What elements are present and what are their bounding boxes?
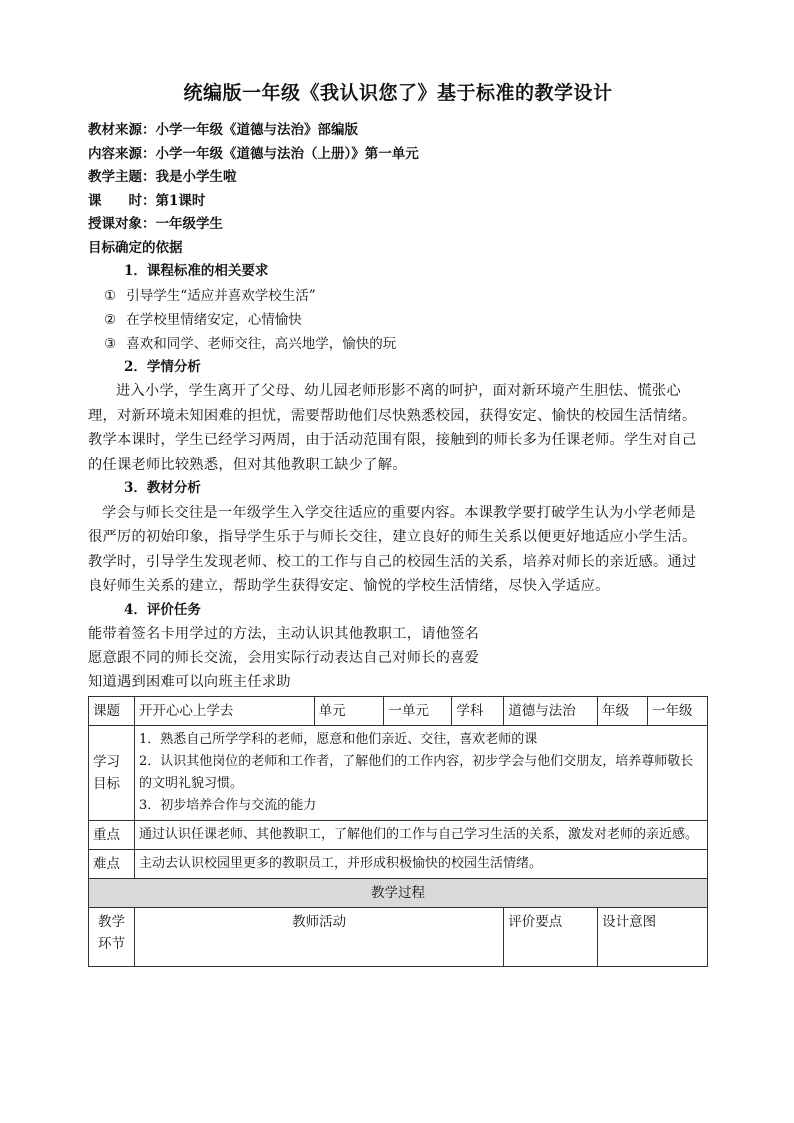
meta-theme: 教学主题：我是小学生啦 — [88, 169, 237, 185]
document-page — [88, 78, 708, 967]
lesson-table — [88, 696, 708, 967]
topic-label: 课题 — [89, 697, 135, 726]
section-2-heading: 2．学情分析 — [124, 358, 201, 375]
standard-item-1: ① 引导学生“适应并喜欢学校生活” — [104, 287, 316, 304]
grade-value: 一年级 — [648, 697, 708, 726]
goals-cell — [134, 726, 707, 821]
subject-value: 道德与法治 — [504, 697, 598, 726]
goal-item-2: 2．认识其他岗位的老师和工作者，了解他们的工作内容，初步学会与他们交朋友，培养尊师敬长的文明礼貌习惯。 — [138, 754, 694, 791]
process-col-teacher: 教师活动 — [134, 908, 503, 967]
table-row — [89, 821, 708, 850]
difficulty-text: 主动去认识校园里更多的教职员工，并形成积极愉快的校园生活情绪。 — [134, 850, 707, 879]
grade-label: 年级 — [598, 697, 648, 726]
meta-block — [88, 119, 708, 237]
basis-heading: 目标确定的依据 — [88, 239, 183, 256]
section-1-heading: 1．课程标准的相关要求 — [124, 263, 269, 279]
difficulty-label: 难点 — [89, 850, 135, 879]
section-4-heading: 4．评价任务 — [124, 601, 201, 618]
topic-value: 开开心心上学去 — [134, 697, 314, 726]
meta-source: 教材来源：小学一年级《道德与法治》部编版 — [88, 122, 358, 138]
table-row — [89, 850, 708, 879]
table-row — [89, 908, 708, 967]
unit-label: 单元 — [314, 697, 384, 726]
process-heading: 教学过程 — [89, 879, 708, 908]
learner-analysis-text: 进入小学，学生离开了父母、幼儿园老师形影不离的呵护，面对新环境产生胆怯、慌张心理，对新环境未知困难的担忧，需要帮助他们尽快熟悉校园，获得安定、愉快的校园生活情绪。教学本课时，学生已经学习两周，由于活动范围有限，接触到的师长多为任课老师。学生对自己的任课老师比较熟悉，但对其他教职工缺少了解。 — [88, 383, 697, 473]
subject-label: 学科 — [452, 697, 504, 726]
standard-item-2: ② 在学校里情绪安定，心情愉快 — [104, 311, 302, 328]
unit-value: 一单元 — [384, 697, 452, 726]
process-col-stage: 教学环节 — [89, 908, 135, 967]
section-3-heading: 3．教材分析 — [124, 480, 201, 496]
evaluation-task-1: 能带着签名卡用学过的方法，主动认识其他教职工，请他签名 — [88, 626, 480, 642]
goal-item-1: 1．熟悉自己所学学科的老师，愿意和他们亲近、交往，喜欢老师的课 — [138, 732, 538, 747]
goal-item-3: 3．初步培养合作与交流的能力 — [138, 798, 317, 813]
table-row — [89, 697, 708, 726]
table-row — [89, 879, 708, 908]
key-point-label: 重点 — [89, 821, 135, 850]
meta-period: 课 时：第1课时 — [88, 192, 206, 209]
goals-label: 学习目标 — [89, 726, 135, 821]
process-col-evaluation: 评价要点 — [504, 908, 598, 967]
key-point-text: 通过认识任课老师、其他教职工，了解他们的工作与自己学习生活的关系，激发对老师的亲近感。 — [134, 821, 707, 850]
evaluation-task-2: 愿意跟不同的师长交流，会用实际行动表达自己对师长的喜爱 — [88, 650, 480, 666]
standard-item-3: ③ 喜欢和同学、老师交往，高兴地学，愉快的玩 — [104, 335, 397, 352]
table-row — [89, 726, 708, 821]
process-col-intent: 设计意图 — [598, 908, 708, 967]
meta-audience: 授课对象：一年级学生 — [88, 216, 223, 232]
evaluation-task-3: 知道遇到困难可以向班主任求助 — [88, 674, 291, 690]
material-analysis-text: 学会与师长交往是一年级学生入学交往适应的重要内容。本课教学要打破学生认为小学老师是很严厉的初始印象，指导学生乐于与师长交往，建立良好的师生关系以便更好地适应小学生活。教学时，引导学生发现老师、校工的工作与自己的校园生活的关系，培养对师长的亲近感。通过良好师生关系的建立，帮助学生获得安定、愉悦的学校生活情绪，尽快入学适应。 — [88, 504, 697, 594]
document-title: 统编版一年级《我认识您了》基于标准的教学设计 — [183, 82, 613, 104]
meta-content: 内容来源：小学一年级《道德与法治（上册）》第一单元 — [88, 145, 419, 162]
